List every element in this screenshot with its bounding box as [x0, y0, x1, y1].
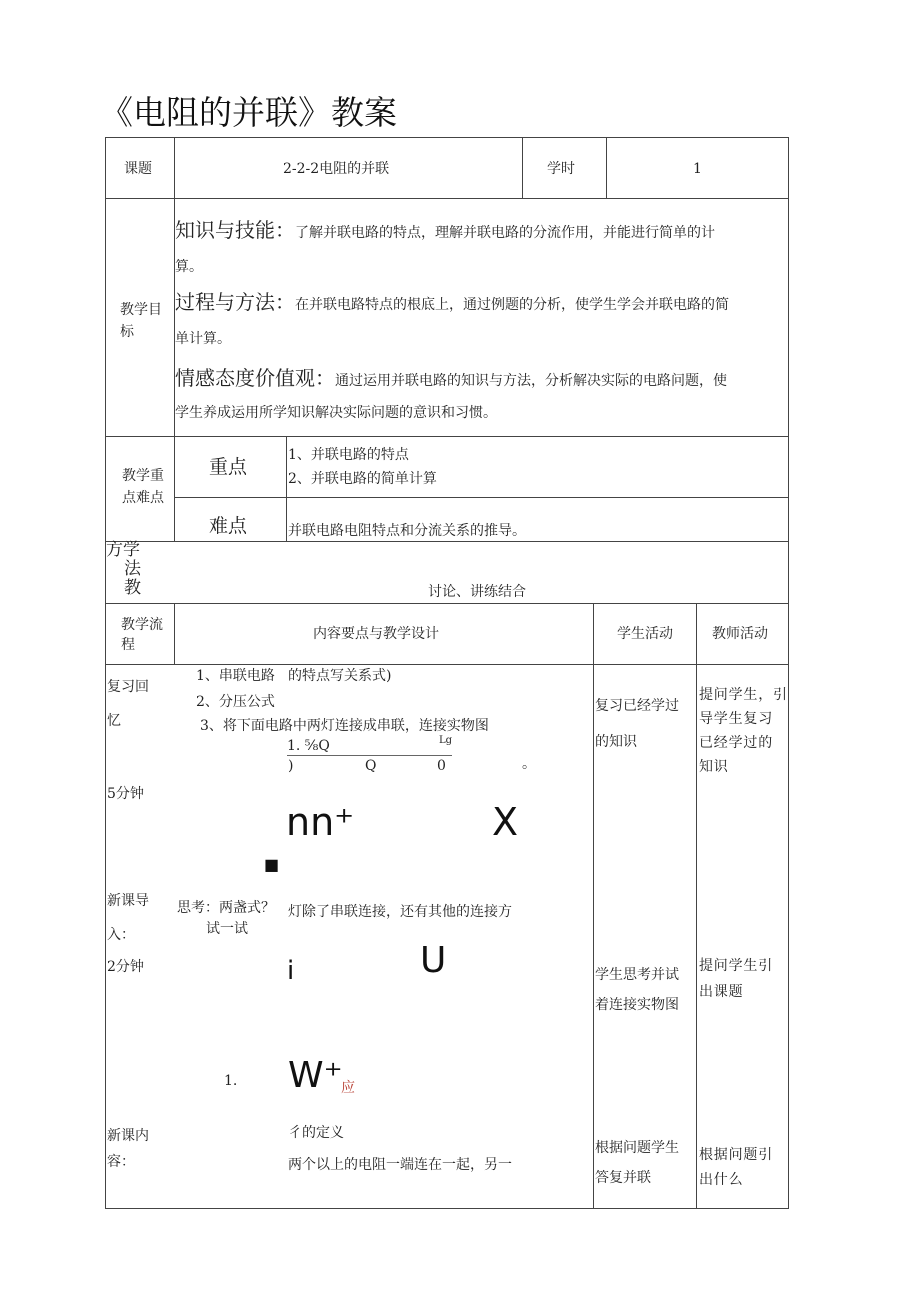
intro-text: 灯除了串联连接，还有其他的连接方: [288, 904, 512, 920]
topic-value: 2-2-2电阻的并联: [283, 161, 390, 177]
new-content-student: [595, 1133, 679, 1193]
hours-value: 1: [693, 161, 702, 177]
flow-col-process-line: 教学流: [121, 617, 163, 633]
objectives-label: [120, 301, 162, 341]
difficulty-label: 难点: [209, 515, 248, 537]
figure-symbol-i: i: [287, 956, 295, 986]
flow-col-content: 内容要点与教学设计: [313, 626, 439, 642]
figure-symbol-w: W⁺: [288, 1055, 343, 1096]
emotion-values: [175, 366, 727, 390]
figure-label-a: 1. ⅝Q: [287, 738, 330, 754]
review-label: 复习回: [107, 679, 149, 695]
new-content-student-line: 根据问题学生: [595, 1140, 679, 1156]
review-student: [595, 688, 679, 760]
review-teacher-line: 提问学生，引: [699, 687, 788, 703]
intro-student-line: 着连接实物图: [595, 997, 679, 1013]
figure-label-f: 。: [522, 756, 536, 772]
new-content-student-line: 答复并联: [595, 1170, 651, 1186]
new-content-label: 新课内: [107, 1128, 149, 1144]
figure-bullet: ■: [264, 855, 280, 874]
method-label-line: 法: [124, 559, 141, 579]
intro-time: 2分钟: [107, 959, 144, 975]
review-teacher: [699, 683, 788, 779]
intro-label: 新课导: [107, 893, 149, 909]
emotion-text: 通过运用并联电路的知识与方法，分析解决实际的电路问题，使: [335, 373, 727, 389]
review-label-cont: 忆: [107, 713, 121, 729]
intro-teacher: [699, 953, 773, 1005]
key-label: 重点: [209, 456, 248, 478]
new-content-teacher: [699, 1143, 773, 1193]
keypoints-label-line: 点难点: [122, 490, 164, 506]
intro-label-cont: 入：: [107, 927, 135, 943]
intro-teacher-line: 出课题: [699, 984, 744, 1000]
figure-label-e: 0: [437, 758, 446, 774]
review-item-3: 3、将下面电路中两灯连接成串联，连接实物图: [200, 718, 489, 734]
knowledge-skills: [175, 218, 715, 242]
flow-col-teacher: 教师活动: [712, 626, 768, 642]
red-annotation: 应: [341, 1080, 355, 1096]
figure-label-c: ): [288, 758, 294, 774]
keypoints-label: [122, 467, 164, 507]
process-heading: 过程与方法：: [175, 290, 295, 314]
method-value: 讨论、讲练结合: [428, 584, 526, 600]
review-student-line: 的知识: [595, 734, 637, 750]
review-item-1: 1、串联电路: [196, 668, 275, 684]
process-text-cont: 单计算。: [175, 331, 231, 347]
knowledge-text: 了解并联电路的特点，理解并联电路的分流作用，并能进行简单的计: [295, 225, 715, 241]
figure-underline: [287, 755, 452, 756]
page-title: 《电阻的并联》教案: [100, 93, 397, 132]
review-teacher-line: 已经学过的: [699, 735, 773, 751]
review-student-line: 复习已经学过: [595, 698, 679, 714]
definition-text: 两个以上的电阻一端连在一起，另一: [288, 1157, 512, 1173]
new-content-num: 1.: [224, 1073, 238, 1089]
knowledge-heading: 知识与技能：: [175, 218, 295, 242]
figure-symbol-nn: nn⁺: [286, 800, 355, 844]
new-content-teacher-line: 出什么: [699, 1172, 744, 1188]
review-item-2: 2、分压公式: [196, 694, 275, 710]
key-item-2: 2、并联电路的简单计算: [288, 471, 437, 487]
topic-label: 课题: [124, 161, 152, 177]
emotion-heading: 情感态度价值观：: [175, 366, 335, 390]
difficulty-text: 并联电路电阻特点和分流关系的推导。: [288, 523, 526, 539]
figure-symbol-x: X: [492, 800, 519, 844]
flow-col-process: [121, 615, 163, 655]
review-teacher-line: 知识: [699, 759, 729, 775]
definition-title: 彳的定义: [288, 1125, 344, 1141]
knowledge-text-cont: 算。: [175, 259, 203, 275]
new-content-teacher-line: 根据问题引: [699, 1147, 773, 1163]
intro-think: 思考：两盏式？: [177, 900, 275, 916]
review-time: 5分钟: [107, 786, 144, 802]
review-teacher-line: 导学生复习: [699, 711, 773, 727]
objectives-label-line: 标: [120, 324, 134, 340]
new-content-label-cont: 容：: [107, 1154, 135, 1170]
method-label-line: 方学: [106, 540, 140, 560]
flow-col-process-line: 程: [121, 637, 135, 653]
process-methods: [175, 290, 729, 314]
intro-teacher-line: 提问学生引: [699, 958, 773, 974]
review-item-1b: 的特点写关系式): [288, 668, 392, 684]
flow-col-student: 学生活动: [617, 626, 673, 642]
intro-student: [595, 960, 679, 1020]
process-text: 在并联电路特点的根底上，通过例题的分析，使学生学会并联电路的简: [295, 297, 729, 313]
method-label-line: 教: [124, 578, 141, 598]
hours-label: 学时: [547, 161, 575, 177]
emotion-text-cont: 学生养成运用所学知识解决实际问题的意识和习惯。: [175, 405, 497, 421]
method-label: [106, 541, 141, 598]
figure-label-d: Q: [365, 758, 377, 774]
intro-try: 试一试: [206, 921, 248, 937]
keypoints-label-line: 教学重: [122, 468, 164, 484]
objectives-label-line: 教学目: [120, 302, 162, 318]
key-item-1: 1、并联电路的特点: [288, 447, 409, 463]
figure-symbol-u: U: [420, 940, 447, 981]
intro-student-line: 学生思考并试: [595, 967, 679, 983]
figure-label-b: Lg: [439, 735, 453, 746]
